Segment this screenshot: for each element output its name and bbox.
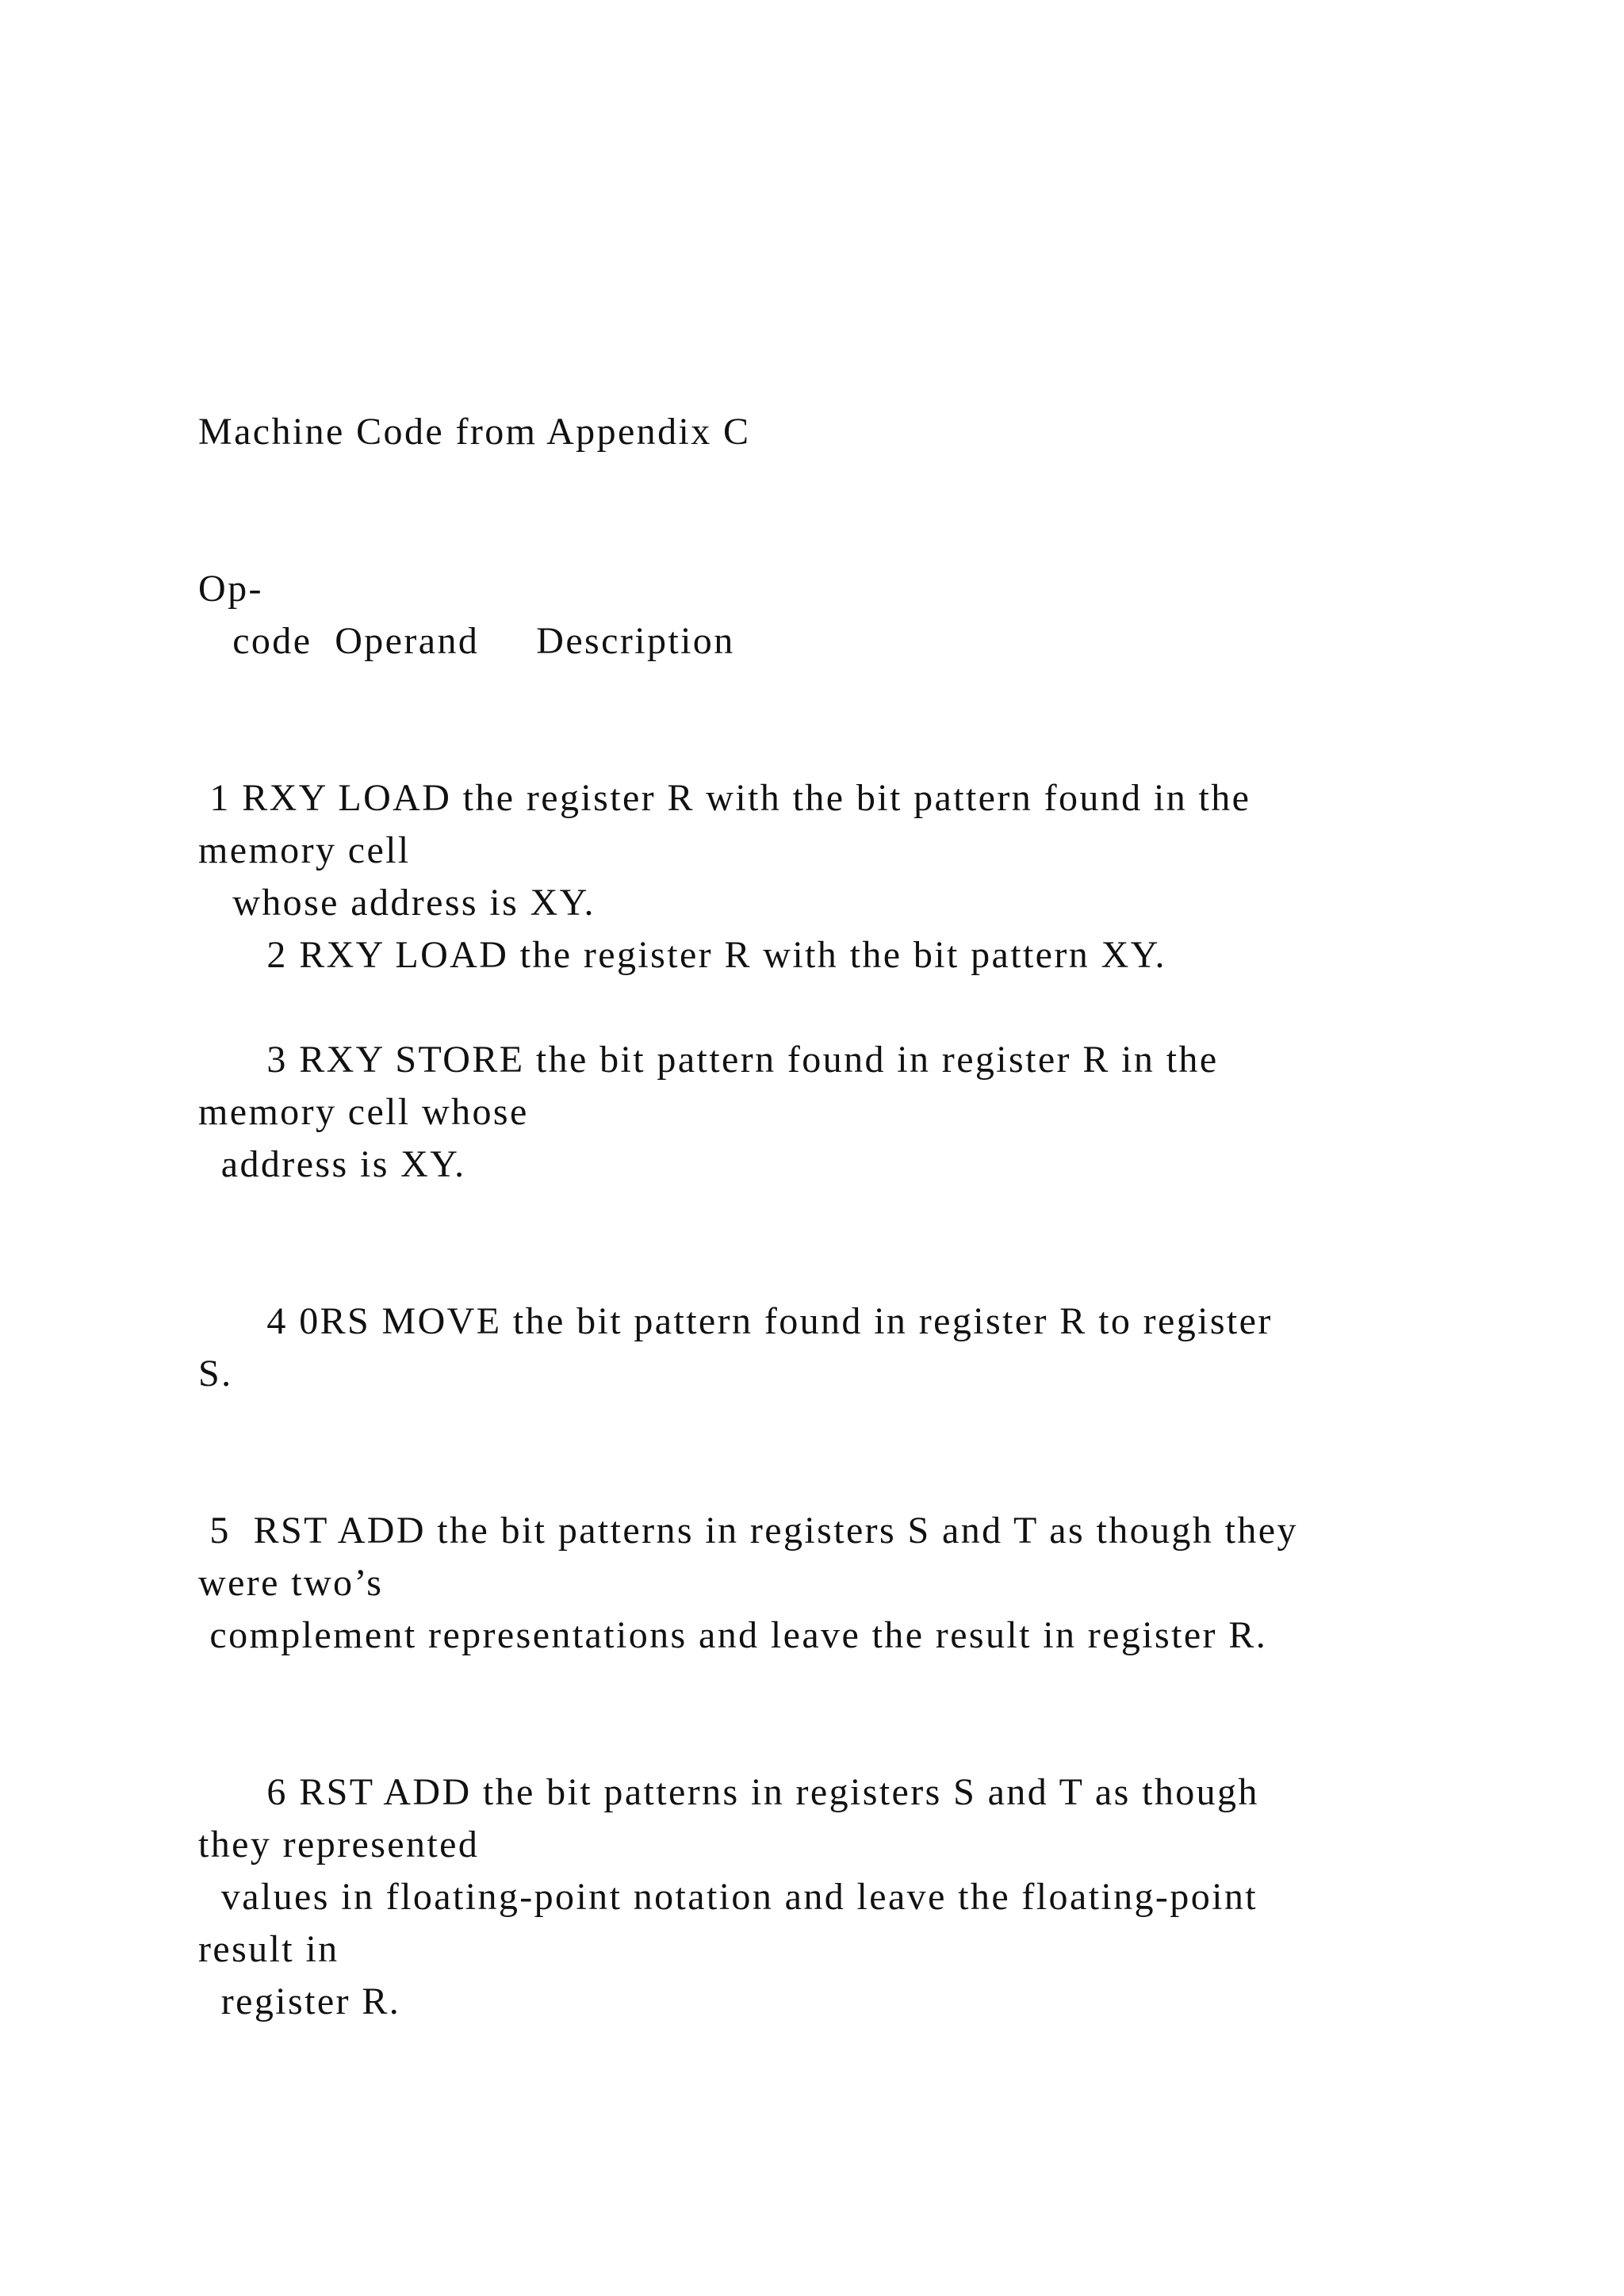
instruction-4-line-1: 4 0RS MOVE the bit pattern found in register R to register — [198, 1300, 1273, 1342]
instruction-3-line-1: 3 RXY STORE the bit pattern found in register R in the — [198, 1039, 1219, 1081]
instruction-6-line-1: 6 RST ADD the bit patterns in registers S and T as though — [198, 1771, 1259, 1813]
table-header-opcode: Op- — [198, 568, 263, 610]
instruction-5-line-2: were two’s — [198, 1562, 384, 1604]
table-header-columns: code Operand Description — [198, 620, 735, 662]
instruction-2-line-1: 2 RXY LOAD the register R with the bit pattern XY. — [198, 934, 1166, 976]
instruction-1-line-2: memory cell — [198, 829, 411, 871]
instruction-1-line-3: whose address is XY. — [198, 882, 596, 924]
instruction-3-line-3: address is XY. — [198, 1143, 466, 1185]
instruction-6-line-2: they represented — [198, 1823, 480, 1866]
instruction-6-line-5: register R. — [198, 1980, 401, 2022]
instruction-5-line-1: 5 RST ADD the bit patterns in registers S and T as though they — [198, 1510, 1298, 1552]
instruction-5-line-3: complement representations and leave the result in register R. — [198, 1614, 1268, 1656]
instruction-1-line-1: 1 RXY LOAD the register R with the bit pattern found in the — [198, 777, 1251, 819]
instruction-3-line-2: memory cell whose — [198, 1091, 529, 1133]
instruction-4-line-2: S. — [198, 1353, 233, 1395]
instruction-6-line-3: values in floating-point notation and leave the floating-point — [198, 1876, 1258, 1918]
document-title: Machine Code from Appendix C — [198, 411, 751, 453]
instruction-6-line-4: result in — [198, 1928, 339, 1970]
